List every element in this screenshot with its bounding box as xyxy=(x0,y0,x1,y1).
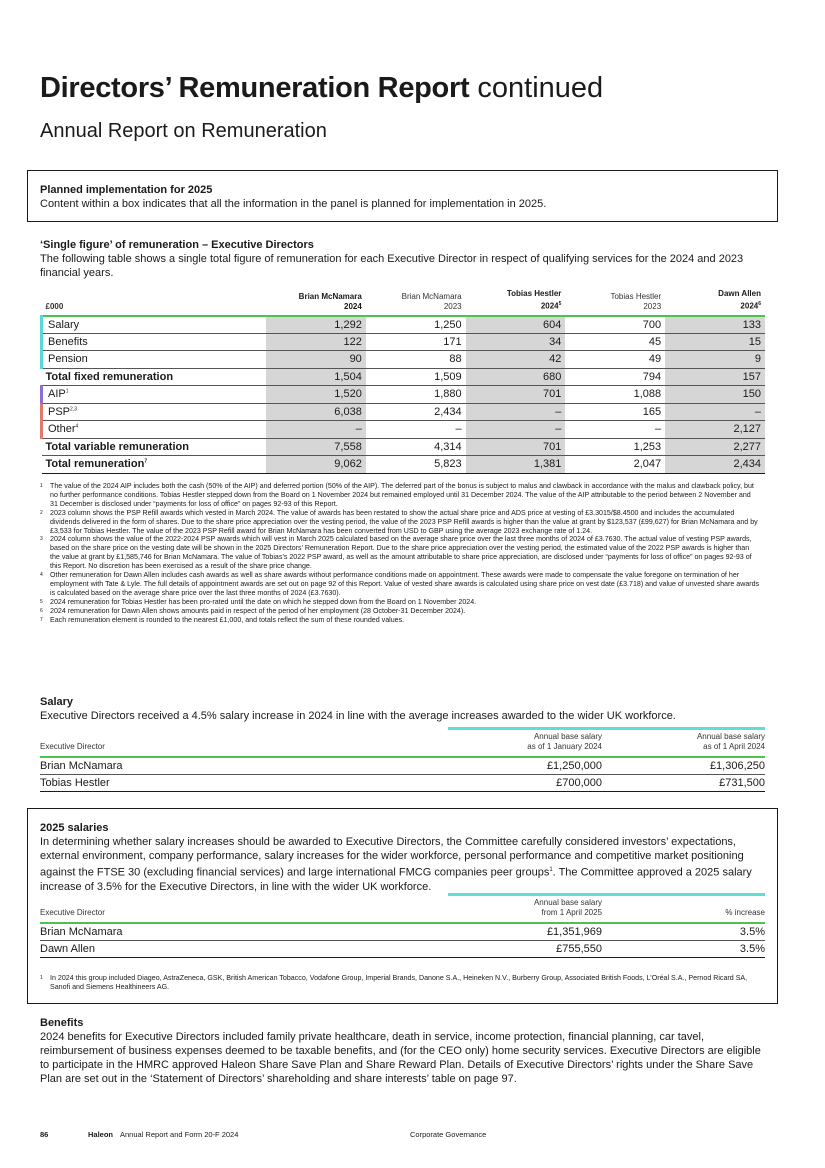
row-label: PSP$^{2,3}$ xyxy=(42,403,267,421)
footnote xyxy=(40,607,760,616)
table-row xyxy=(42,403,766,421)
footnote-text: 2024 remuneration for Dawn Allen shows amounts paid in respect of the period of her employment (28 October-31 December 2024). xyxy=(50,606,466,615)
footnote xyxy=(40,535,760,571)
single-figure-section xyxy=(40,238,780,280)
footnote xyxy=(40,509,760,536)
benefits-section xyxy=(40,1016,768,1086)
row-label: Salary xyxy=(42,316,267,334)
col-header: Tobias Hestler 2023 xyxy=(610,291,662,311)
cell-value: 9 xyxy=(665,351,765,369)
cell-value: 5,823 xyxy=(366,456,466,474)
salaries-2025-footnote xyxy=(40,974,765,992)
planned-implementation-box xyxy=(27,170,778,222)
salary-value: £731,500 xyxy=(602,774,765,791)
cell-value: 701 xyxy=(466,386,566,404)
salaries-2025-accent-bar xyxy=(448,893,765,896)
col-header: Annual base salary from 1 April 2025 xyxy=(533,898,602,917)
footer-section: Corporate Governance xyxy=(410,1130,487,1139)
salary-accent-bar xyxy=(448,727,765,730)
cell-value: 90 xyxy=(266,351,366,369)
cell-value: 2,047 xyxy=(565,456,665,474)
col-header: Executive Director xyxy=(40,908,105,917)
cell-value: 1,253 xyxy=(565,438,665,456)
table-row xyxy=(42,333,766,351)
director-name: Brian McNamara xyxy=(40,923,440,940)
page-subtitle: Annual Report on Remuneration xyxy=(40,120,327,142)
cell-value: 2,434 xyxy=(366,403,466,421)
director-name: Dawn Allen xyxy=(40,940,440,957)
salary-value: £1,351,969 xyxy=(440,923,602,940)
footer-brand: Haleon xyxy=(88,1130,114,1139)
table-row xyxy=(42,456,766,474)
footnote xyxy=(40,616,760,625)
footnote-number: 4 xyxy=(40,572,43,579)
col-header: % increase xyxy=(725,908,765,917)
cell-value: 15 xyxy=(665,333,765,351)
single-figure-footnotes xyxy=(40,482,760,625)
single-figure-intro: The following table shows a single total figure of remuneration for each Executive Director in respect of qualifying services for the 2024 and 2023 financial years. xyxy=(40,253,744,279)
table-header-row xyxy=(40,898,765,923)
page-title-bold: Directors’ Remuneration Report xyxy=(40,72,470,104)
table-row xyxy=(42,316,766,334)
col-header: Annual base salary as of 1 January 2024 xyxy=(527,732,602,751)
page-title-continued: continued xyxy=(477,72,604,104)
cell-value: 1,088 xyxy=(565,386,665,404)
cell-value: 1,292 xyxy=(266,316,366,334)
cell-value: 7,558 xyxy=(266,438,366,456)
row-label: AIP$^1$ xyxy=(42,386,267,404)
table-row xyxy=(42,386,766,404)
increase-value: 3.5% xyxy=(602,940,765,957)
page-number: 86 xyxy=(40,1130,49,1139)
cell-value: 1,381 xyxy=(466,456,566,474)
salary-table xyxy=(40,732,765,792)
col-header: Annual base salary as of 1 April 2024 xyxy=(696,732,765,751)
footnote-text: In 2024 this group included Diageo, AstraZeneca, GSK, British American Tobacco, Vodafone Group, Imperial Brands, Danone S.A., Heineken N.V., Burberry Group, Associated British Foods, L’Oréal S.A., Pernod Ricard SA, Sanofi and Siemens Healthineers AG. xyxy=(50,974,748,991)
row-label: Benefits xyxy=(42,333,267,351)
cell-value: 150 xyxy=(665,386,765,404)
cell-value: 49 xyxy=(565,351,665,369)
cell-value: 42 xyxy=(466,351,566,369)
row-label: Total remuneration$^7$ xyxy=(42,456,267,474)
cell-value: 2,277 xyxy=(665,438,765,456)
footnote-number: 3 xyxy=(40,536,43,543)
footnote-number: 7 xyxy=(40,616,43,623)
single-figure-table xyxy=(40,289,765,474)
col-header: Tobias Hestler 2024$^5$ xyxy=(506,289,562,311)
col-header: Dawn Allen 2024$^6$ xyxy=(718,289,761,311)
salary-text: Executive Directors received a 4.5% salary increase in 2024 in line with the average increases awarded to the wider UK workforce. xyxy=(40,710,676,722)
page-title xyxy=(40,70,603,106)
cell-value: 1,250 xyxy=(366,316,466,334)
footnote-text: The value of the 2024 AIP includes both the cash (50% of the AIP) and deferred portion (50% of the AIP). The deferred part of the bonus is subject to malus and clawback in accordance with the malus and clawback policy, but no further performance conditions. Tobias Hestler stepped down from the Board on 1 November 2024 but remained employed until 31 December 2024. The value of the AIP attributable to the period between 2 November and 31 December is disclosed under “payments for loss of office” on pages 92-93 of this Report. xyxy=(50,482,754,508)
cell-value: 700 xyxy=(565,316,665,334)
salary-table-wrap xyxy=(40,732,765,792)
table-header-row xyxy=(40,732,765,757)
table-row xyxy=(40,923,765,940)
footnote-number: 1 xyxy=(40,483,43,489)
salary-section xyxy=(40,695,780,723)
table-row xyxy=(40,940,765,957)
cell-value: 1,880 xyxy=(366,386,466,404)
cell-value: 34 xyxy=(466,333,566,351)
cell-value: – xyxy=(466,421,566,439)
single-figure-heading: ‘Single figure’ of remuneration – Executive Directors xyxy=(40,239,314,251)
salaries-2025-table-wrap xyxy=(40,898,765,958)
cell-value: 4,314 xyxy=(366,438,466,456)
cell-value: 6,038 xyxy=(266,403,366,421)
cell-value: 171 xyxy=(366,333,466,351)
footnote-number: 5 xyxy=(40,598,43,605)
footnote-number: 6 xyxy=(40,607,43,614)
cell-value: – xyxy=(466,403,566,421)
cell-value: – xyxy=(266,421,366,439)
planned-heading: Planned implementation for 2025 xyxy=(40,184,213,196)
footnote-number: 2 xyxy=(40,509,43,516)
footer-doc-title: Annual Report and Form 20-F 2024 xyxy=(120,1130,239,1139)
row-label: Total variable remuneration xyxy=(42,438,267,456)
table-row xyxy=(42,438,766,456)
salary-value: £755,550 xyxy=(440,940,602,957)
increase-value: 3.5% xyxy=(602,923,765,940)
salaries-2025-text: In determining whether salary increases should be awarded to Executive Directors, the Committee carefully considered investors’ expectations, external environment, company performance, salary increases for the wider workforce, personal performance and competitive market positioning against the FTSE 30 (excluding financial services) and large international FMCG companies peer groups$^1$. The Committee approved a 2025 salary increase of 3.5% for the Executive Directors, in line with the wider UK workforce. xyxy=(40,836,752,893)
cell-value: 1,509 xyxy=(366,368,466,386)
salary-heading: Salary xyxy=(40,696,74,708)
salary-value: £1,306,250 xyxy=(602,757,765,774)
cell-value: 701 xyxy=(466,438,566,456)
col-header: Brian McNamara 2024 xyxy=(298,291,362,311)
director-name: Brian McNamara xyxy=(40,757,440,774)
footnote xyxy=(40,571,760,598)
salary-value: £700,000 xyxy=(440,774,602,791)
cell-value: – xyxy=(665,403,765,421)
footnote-text: 2024 remuneration for Tobias Hestler has been pro-rated until the date on which he stepped down from the Board on 1 November 2024. xyxy=(50,597,477,606)
cell-value: 680 xyxy=(466,368,566,386)
cell-value: 2,127 xyxy=(665,421,765,439)
cell-value: 133 xyxy=(665,316,765,334)
unit-header: £000 xyxy=(45,301,64,311)
table-row xyxy=(42,368,766,386)
cell-value: 2,434 xyxy=(665,456,765,474)
cell-value: 122 xyxy=(266,333,366,351)
footnote-text: 2023 column shows the PSP Refill awards which vested in March 2024. The value of awards has been restated to show the actual share price and ADS price at vesting of £3.3015/$8.4500 and includes the accumulated dividends delivered in the form of shares. Due to the share price appreciation over the vesting period, the value of the 2023 PSP Refill awards is higher than the value at grant by $123,537 (£99,627) for Brian McNamara and by £3,533 for Tobias Hestler. The value of the 2023 PSP Refill award for Brian McNamara has been converted from USD to GBP using the average 2023 exchange rate of 1.24. xyxy=(50,508,758,535)
cell-value: 157 xyxy=(665,368,765,386)
planned-text: Content within a box indicates that all the information in the panel is planned for implementation in 2025. xyxy=(40,198,547,210)
table-row xyxy=(42,351,766,369)
row-label: Other$^4$ xyxy=(42,421,267,439)
cell-value: 604 xyxy=(466,316,566,334)
footnote-text: Each remuneration element is rounded to the nearest £1,000, and totals reflect the sum of these rounded values. xyxy=(50,615,405,624)
table-row xyxy=(40,757,765,774)
cell-value: 88 xyxy=(366,351,466,369)
table-row xyxy=(40,774,765,791)
salaries-2025-heading: 2025 salaries xyxy=(40,822,109,834)
cell-value: – xyxy=(565,421,665,439)
footnote xyxy=(40,482,760,509)
col-header: Brian McNamara 2023 xyxy=(401,291,462,311)
salaries-2025-table xyxy=(40,898,765,958)
table-row xyxy=(42,421,766,439)
cell-value: 794 xyxy=(565,368,665,386)
footnote xyxy=(40,598,760,607)
cell-value: 1,520 xyxy=(266,386,366,404)
benefits-text: 2024 benefits for Executive Directors included family private healthcare, death in service, income protection, financial planning, car tavel, reimbursement of business expenses deemed to be taxable benefits, and (for the CEO only) home security services. Executive Directors are eligible to participate in the HMRC approved Haleon Share Save Plan and Share Reward Plan. Details of Executive Directors’ rights under the Share Save Plan are set out in the ‘Statement of Directors’ shareholding and share interests’ table on page 97. xyxy=(40,1031,761,1085)
cell-value: – xyxy=(366,421,466,439)
benefits-heading: Benefits xyxy=(40,1017,84,1029)
col-header: Executive Director xyxy=(40,742,105,751)
cell-value: 45 xyxy=(565,333,665,351)
row-label: Total fixed remuneration xyxy=(42,368,267,386)
row-label: Pension xyxy=(42,351,267,369)
single-figure-table-wrap xyxy=(40,289,765,474)
footnote-number: 1 xyxy=(40,975,43,981)
director-name: Tobias Hestler xyxy=(40,774,440,791)
cell-value: 9,062 xyxy=(266,456,366,474)
footnote-text: Other remuneration for Dawn Allen includes cash awards as well as share awards without performance conditions made on appointment. These awards were made to compensate the value foregone on termination of her employment with Tate & Lyle. The full details of appointment awards are set out on page 92 of this Report. Value of vested share awards is calculated using share price on vest date (£3.718) and value of unvested share awards is calculated based on the average share price over the last three months of 2024 (£3.7630). xyxy=(50,571,760,597)
cell-value: 1,504 xyxy=(266,368,366,386)
cell-value: 165 xyxy=(565,403,665,421)
salary-value: £1,250,000 xyxy=(440,757,602,774)
table-header-row xyxy=(42,289,766,316)
footnote-text: 2024 column shows the value of the 2022-2024 PSP awards which will vest in March 2025 calculated based on the average share price over the last three months of 2024 of £3.7630. The actual value of vesting PSP awards, based on the share price on the vesting date will be shown in the 2025 Directors’ Remuneration Report. Due to the share price appreciation over the vesting period, the estimated value of the 2022 PSP awards is higher than the value at grant by £1,585,746 for Brian McNamara. The value of Tobias’s 2022 PSP award, as well as the amount attributable to share price appreciation, are disclosed under “payments for loss of office” on pages 92-93 of this Report. No discretion has been exercised as a result of the share price change. xyxy=(50,535,752,571)
